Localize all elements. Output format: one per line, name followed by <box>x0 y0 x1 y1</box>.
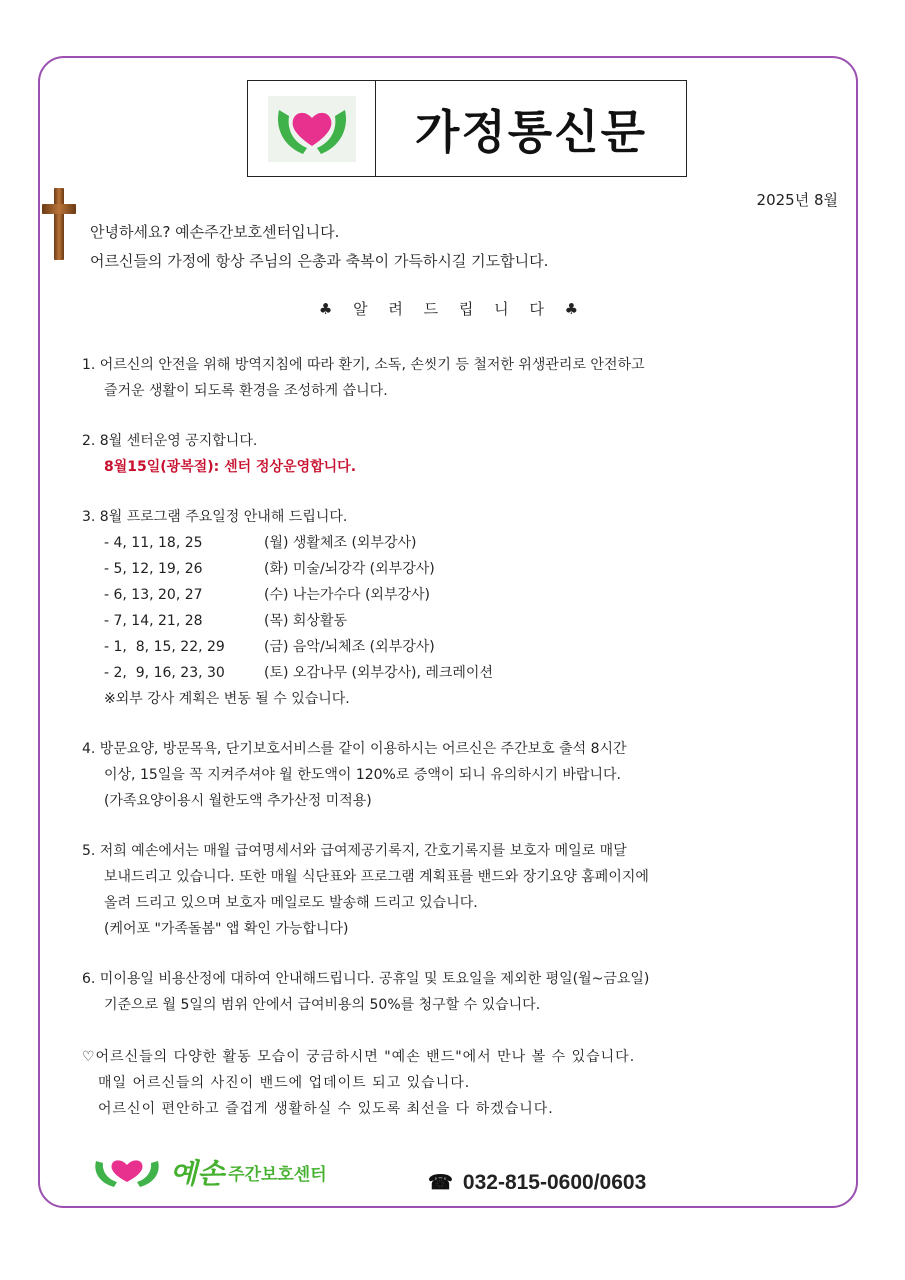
greeting <box>90 218 548 276</box>
closing-line: ♡어르신들의 다양한 활동 모습이 궁금하시면 "예손 밴드"에서 만나 볼 수 있습니다. <box>82 1049 636 1065</box>
schedule-row <box>82 608 782 634</box>
closing-line: 매일 어르신들의 사진이 밴드에 업데이트 되고 있습니다. <box>98 1075 471 1091</box>
item-line: 보내드리고 있습니다. 또한 매월 식단표와 프로그램 계획표를 밴드와 장기요양 홈페이지에 <box>104 869 649 885</box>
notice-item-4 <box>82 736 782 814</box>
notice-list <box>82 352 782 1042</box>
schedule-program: (월) 생활체조 (외부강사) <box>264 535 417 551</box>
schedule-dates: - 7, 14, 21, 28 <box>104 613 203 629</box>
schedule-program: (수) 나는가수다 (외부강사) <box>264 587 430 603</box>
notice-item-2 <box>82 428 782 480</box>
item-line: 2. 8월 센터운영 공지합니다. <box>82 433 258 449</box>
item-line: 6. 미이용일 비용산정에 대하여 안내해드립니다. 공휴일 및 토요일을 제외한 평일(월~금요일) <box>82 971 650 987</box>
heart-hands-icon <box>92 1155 162 1189</box>
closing-line: 어르신이 편안하고 즐겁게 생활하실 수 있도록 최선을 다 하겠습니다. <box>98 1101 554 1117</box>
logo-cell <box>248 81 376 176</box>
schedule-row <box>82 530 782 556</box>
schedule-program: (목) 회상활동 <box>264 613 347 629</box>
greeting-line: 어르신들의 가정에 항상 주님의 은총과 축복이 가득하시길 기도합니다. <box>90 252 549 270</box>
greeting-line: 안녕하세요? 예손주간보호센터입니다. <box>90 223 340 241</box>
brand-name: 예손 <box>170 1157 225 1190</box>
issue-date: 2025년 8월 <box>756 191 838 209</box>
schedule-row <box>82 556 782 582</box>
schedule-dates: - 2, 9, 16, 23, 30 <box>104 665 225 681</box>
notice-item-6 <box>82 966 782 1018</box>
schedule-row <box>82 660 782 686</box>
notice-item-3 <box>82 504 782 712</box>
schedule-dates: - 4, 11, 18, 25 <box>104 535 203 551</box>
schedule-dates: - 1, 8, 15, 22, 29 <box>104 639 225 655</box>
item-line: 올려 드리고 있으며 보호자 메일로도 발송해 드리고 있습니다. <box>104 895 478 911</box>
notice-item-5 <box>82 838 782 942</box>
item-line: 즐거운 생활이 되도록 환경을 조성하게 씁니다. <box>104 383 388 399</box>
page-title: 가정통신문 <box>414 104 648 159</box>
schedule-dates: - 5, 12, 19, 26 <box>104 561 203 577</box>
title-box <box>247 80 687 177</box>
item-line: 4. 방문요양, 방문목욕, 단기보호서비스를 같이 이용하시는 어르신은 주간보호 출석 8시간 <box>82 741 627 757</box>
item-line: (가족요양이용시 월한도액 추가산정 미적용) <box>104 793 372 809</box>
phone-text: 032-815-0600/0603 <box>462 1170 647 1194</box>
schedule-program: (토) 오감나무 (외부강사), 레크레이션 <box>264 665 493 681</box>
schedule-program: (금) 음악/뇌체조 (외부강사) <box>264 639 435 655</box>
schedule-note: ※외부 강사 계획은 변동 될 수 있습니다. <box>104 691 350 707</box>
holiday-notice: 8월15일(광복절): 센터 정상운영합니다. <box>104 459 357 475</box>
schedule-row <box>82 634 782 660</box>
cross-icon <box>40 186 78 266</box>
item-line: 1. 어르신의 안전을 위해 방역지침에 따라 환기, 소독, 손씻기 등 철저한 위생관리로 안전하고 <box>82 357 645 373</box>
footer-brand-logo <box>92 1152 327 1192</box>
closing-message <box>82 1044 635 1122</box>
heart-hands-logo <box>268 96 356 162</box>
phone-icon: ☎ <box>428 1172 453 1194</box>
item-line: 이상, 15일을 꼭 지켜주셔야 월 한도액이 120%로 증액이 되니 유의하시기 바랍니다. <box>104 767 621 783</box>
item-line: (케어포 "가족돌봄" 앱 확인 가능합니다) <box>104 921 349 937</box>
schedule-row <box>82 582 782 608</box>
schedule-dates: - 6, 13, 20, 27 <box>104 587 203 603</box>
notice-heading: ♣ 알 려 드 립 니 다 ♣ <box>318 300 587 318</box>
title-cell <box>376 81 686 176</box>
schedule-program: (화) 미술/뇌강각 (외부강사) <box>264 561 435 577</box>
item-line: 3. 8월 프로그램 주요일정 안내해 드립니다. <box>82 509 348 525</box>
brand-subtitle: 주간보호센터 <box>228 1164 327 1185</box>
notice-item-1 <box>82 352 782 404</box>
phone-number <box>428 1170 646 1195</box>
item-line: 5. 저희 예손에서는 매월 급여명세서와 급여제공기록지, 간호기록지를 보호자 메일로 매달 <box>82 843 627 859</box>
item-line: 기준으로 월 5일의 범위 안에서 급여비용의 50%를 청구할 수 있습니다. <box>104 997 541 1013</box>
